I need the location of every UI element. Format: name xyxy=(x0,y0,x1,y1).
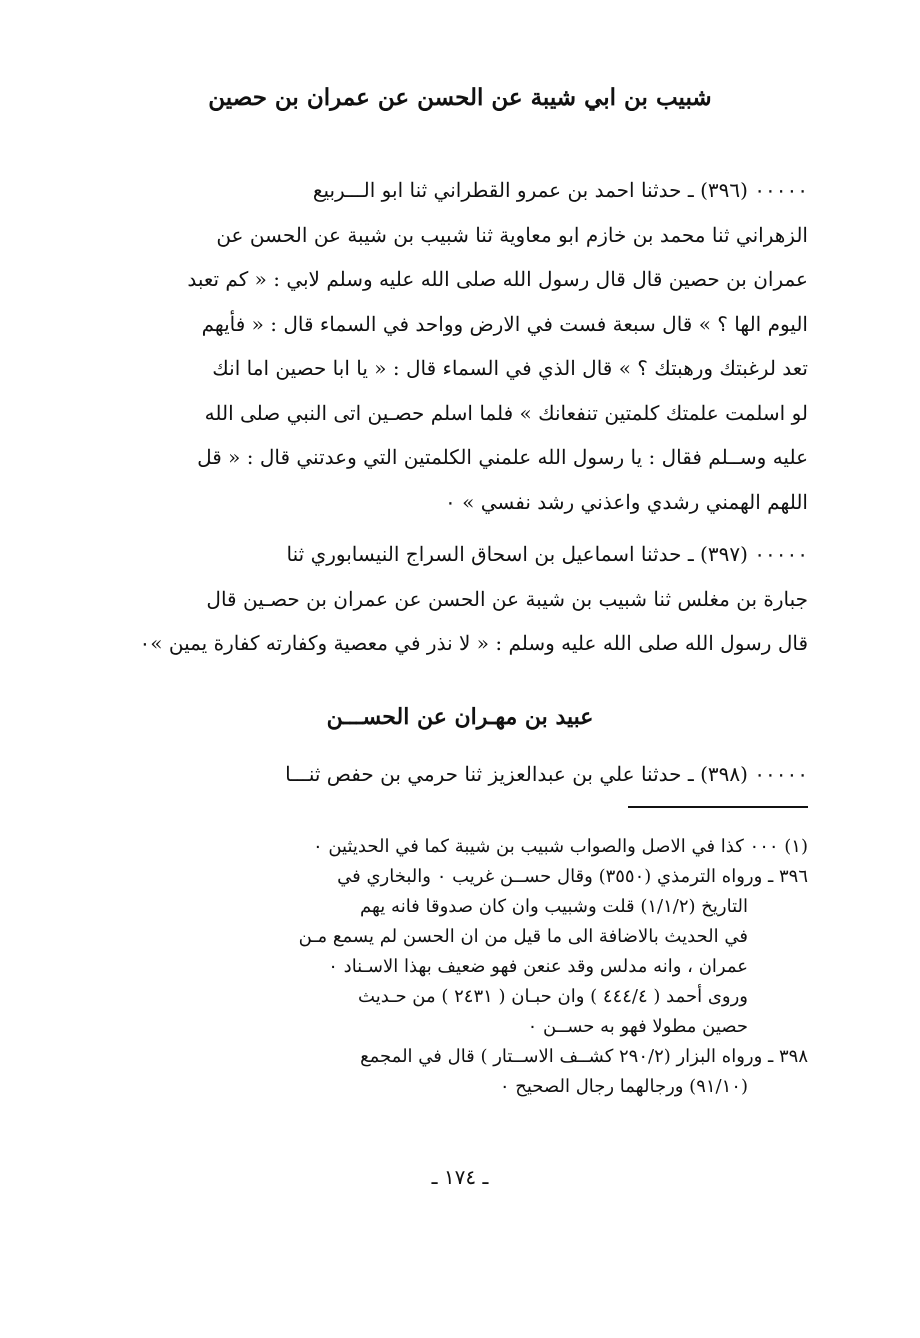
footnote-divider xyxy=(628,806,808,808)
text-line: ٠٠٠٠٠ (٣٩٦) ـ حدثنا احمد بن عمرو القطراني ثنا ابو الـــربيع xyxy=(312,178,808,202)
footnote-line: حصين مطولا فهو به حســن ٠ xyxy=(527,1016,748,1037)
text-line: الزهراني ثنا محمد بن خازم ابو معاوية ثنا شبيب بن شيبة عن الحسن عن xyxy=(216,222,808,247)
footnotes xyxy=(118,832,808,1102)
footnote-line: وروى أحمد ( ٤٤٤/٤ ) وان حبـان ( ٢٤٣١ ) من حـديث xyxy=(358,986,748,1007)
text-line: تعد لرغبتك ورهبتك ؟ » قال الذي في السماء قال : « يا ابا حصين اما انك xyxy=(212,356,808,380)
section-heading: عبيد بن مهـران عن الحســـن xyxy=(326,704,594,730)
text-line: اليوم الها ؟ » قال سبعة فست في الارض وواحد في السماء قال : « فأيهم xyxy=(201,311,808,336)
text-line: قال رسول الله صلى الله عليه وسلم : « لا نذر في معصية وكفارته كفارة يمين »٠ xyxy=(139,631,808,655)
hadith-398 xyxy=(118,752,808,797)
page-title: شبيب بن ابي شيبة عن الحسن عن عمران بن حصين xyxy=(208,84,712,111)
text-line: اللهم الهمني رشدي واعذني رشد نفسي » ٠ xyxy=(445,489,808,514)
page-number: ـ ١٧٤ ـ xyxy=(431,1165,489,1189)
footnote-line: التاريخ (١/١/٢) قلت وشبيب وان كان صدوقا فانه يهم xyxy=(360,896,748,917)
hadith-396 xyxy=(118,168,808,524)
hadith-397 xyxy=(118,532,808,666)
footnote-line: ٣٩٨ ـ ورواه البزار (٢٩٠/٢ كشــف الاســتار ) قال في المجمع xyxy=(360,1046,808,1067)
footnote-line: (٩١/١٠) ورجالهما رجال الصحيح ٠ xyxy=(499,1076,748,1097)
text-line: ٠٠٠٠٠ (٣٩٧) ـ حدثنا اسماعيل بن اسحاق السراج النيسابوري ثنا xyxy=(286,542,808,566)
text-line: عمران بن حصين قال قال رسول الله صلى الله عليه وسلم لابي : « كم تعبد xyxy=(187,267,808,291)
footnote-line: عمران ، وانه مدلس وقد عنعن فهو ضعيف بهذا الاسـناد ٠ xyxy=(328,956,748,977)
footnote-line: (١) ٠٠٠ كذا في الاصل والصواب شبيب بن شيبة كما في الحديثين ٠ xyxy=(312,836,808,857)
footnote-line: في الحديث بالاضافة الى ما قيل من ان الحسن لم يسمع مـن xyxy=(298,926,748,947)
text-line: جبارة بن مغلس ثنا شبيب بن شيبة عن الحسن عن عمران بن حصـين قال xyxy=(206,586,808,611)
footnote-line: ٣٩٦ ـ ورواه الترمذي (٣٥٥٠) وقال حســن غريب ٠ والبخاري في xyxy=(337,866,808,887)
text-line: ٠٠٠٠٠ (٣٩٨) ـ حدثنا علي بن عبدالعزيز ثنا حرمي بن حفص ثنـــا xyxy=(285,762,808,786)
text-line: لو اسلمت علمتك كلمتين تنفعانك » فلما اسلم حصـين اتى النبي صلى الله xyxy=(204,400,808,425)
text-line: عليه وســلم فقال : يا رسول الله علمني الكلمتين التي وعدتني قال : « قل xyxy=(197,445,808,469)
